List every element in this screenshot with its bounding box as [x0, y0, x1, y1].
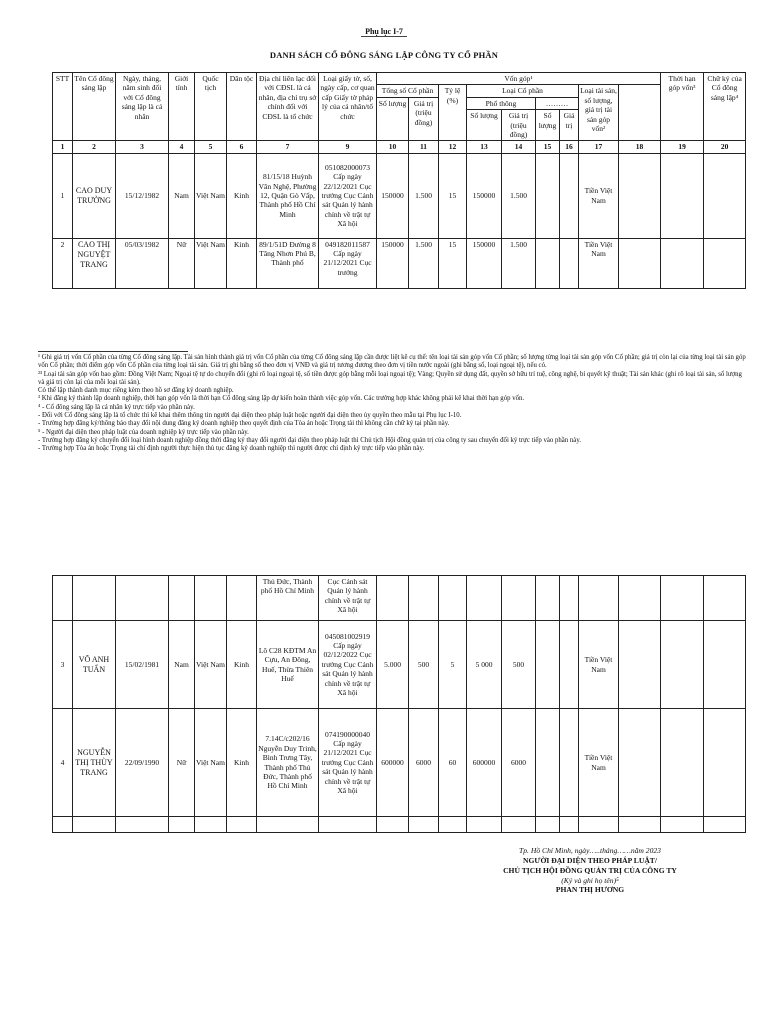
cell-dob: 15/02/1981 — [116, 621, 169, 709]
header-ratio: Tỷ lệ (%) — [439, 85, 467, 141]
cell-common-qty: 150000 — [467, 238, 502, 288]
header-capital: Vốn góp¹ — [377, 73, 661, 85]
table-row — [53, 238, 746, 288]
col-number: 3 — [116, 141, 169, 153]
footnote: ⁴ - Cổ đông sáng lập là cá nhân ký trực tiếp vào phần này. — [38, 403, 195, 411]
cell-dob — [116, 576, 169, 621]
header-asset-type: Loại tài sản, số lượng, giá trị tài sản góp vốn² — [579, 85, 619, 141]
cell-name — [73, 576, 116, 621]
cell-stt — [53, 576, 73, 621]
cell-signature — [661, 153, 704, 238]
cell-note — [704, 709, 746, 817]
header-name: Tên Cổ đông sáng lập — [73, 73, 116, 141]
cell-gender: Nữ — [169, 238, 195, 288]
header-share-types: Loại Cổ phần — [467, 85, 579, 97]
cell-id-doc: 051082000073 Cấp ngày 22/12/2021 Cục trưởng Cục Cảnh sát Quản lý hành chính về trật tự Xã hội — [319, 153, 377, 238]
signer-role-line-1: NGƯỜI ĐẠI DIỆN THEO PHÁP LUẬT/ — [523, 855, 657, 865]
cell-asset: Tiền Việt Nam — [579, 238, 619, 288]
cell-stt: 3 — [53, 621, 73, 709]
cell-asset: Tiền Việt Nam — [579, 621, 619, 709]
cell-empty — [467, 817, 502, 833]
footnote: - Trường hợp Tòa án hoặc Trọng tài chỉ định người thực hiện thủ tục đăng ký doanh nghiệp thì người được chỉ định ký trực tiếp vào phần này. — [38, 445, 425, 453]
cell-dob: 05/03/1982 — [116, 238, 169, 288]
cell-common-qty: 5 000 — [467, 621, 502, 709]
header-value: Giá trị (triệu đồng) — [409, 97, 439, 141]
cell-other-value — [560, 238, 579, 288]
table-row — [53, 153, 746, 238]
cell-signature — [661, 238, 704, 288]
shareholders-table — [52, 72, 746, 289]
cell-ethnicity: Kinh — [227, 621, 257, 709]
cell-signature — [661, 709, 704, 817]
col-number: 5 — [195, 141, 227, 153]
signer-role-line-2: CHỦ TỊCH HỘI ĐỒNG QUẢN TRỊ CỦA CÔNG TY — [503, 865, 677, 875]
col-number: 1 — [53, 141, 73, 153]
cell-empty — [536, 817, 560, 833]
cell-term — [619, 576, 661, 621]
cell-ratio: 60 — [439, 709, 467, 817]
cell-nationality: Việt Nam — [195, 153, 227, 238]
footnotes — [38, 351, 750, 453]
cell-asset: Tiền Việt Nam — [579, 153, 619, 238]
header-qty: Số lượng — [377, 97, 409, 141]
col-number: 18 — [619, 141, 661, 153]
col-number: 12 — [439, 141, 467, 153]
cell-empty — [53, 817, 73, 833]
header-other-qty: Số lượng — [536, 110, 560, 141]
footnote-divider — [38, 351, 188, 352]
cell-other-qty — [536, 709, 560, 817]
shareholders-table-continued — [52, 575, 746, 833]
cell-empty — [560, 817, 579, 833]
cell-stt: 2 — [53, 238, 73, 288]
signature-block — [455, 846, 725, 895]
cell-empty — [116, 817, 169, 833]
header-gender: Giới tính — [169, 73, 195, 141]
cell-common-qty: 600000 — [467, 709, 502, 817]
cell-other-qty — [536, 238, 560, 288]
cell-stt: 4 — [53, 709, 73, 817]
cell-common-value: 1.500 — [502, 238, 536, 288]
cell-address: 7.14C/c202/16 Nguyễn Duy Trinh, Bình Trưng Tây, Thành phố Thủ Đức, Thành phố Hồ Chí Minh — [257, 709, 319, 817]
cell-term — [619, 153, 661, 238]
cell-empty — [257, 817, 319, 833]
col-number: 2 — [73, 141, 116, 153]
cell-id-doc: 045081002919 Cấp ngày 02/12/2022 Cục trưởng Cục Cảnh sát Quản lý hành chính về trật tự Xã hội — [319, 621, 377, 709]
footnote: Có thể lập thành danh mục riêng kèm theo hồ sơ đăng ký doanh nghiệp. — [38, 387, 234, 395]
header-nationality: Quốc tịch — [195, 73, 227, 141]
cell-qty: 5.000 — [377, 621, 409, 709]
cell-value: 1.500 — [409, 153, 439, 238]
cell-note — [704, 576, 746, 621]
cell-ratio: 15 — [439, 238, 467, 288]
cell-ratio: 5 — [439, 621, 467, 709]
cell-value — [409, 576, 439, 621]
col-number: 14 — [502, 141, 536, 153]
col-number: 13 — [467, 141, 502, 153]
col-number: 6 — [227, 141, 257, 153]
cell-qty: 150000 — [377, 153, 409, 238]
cell-signature — [661, 621, 704, 709]
cell-empty — [409, 817, 439, 833]
footnote: ³ Khi đăng ký thành lập doanh nghiệp, thời hạn góp vốn là thời hạn Cổ đông sáng lập dự kiến hoàn thành việc góp vốn. Các trường hợp khác không phải kê khai thời hạn góp vốn. — [38, 395, 525, 403]
cell-other-value — [560, 153, 579, 238]
cell-empty — [619, 817, 661, 833]
header-other-value: Giá trị — [560, 110, 579, 141]
cell-value: 6000 — [409, 709, 439, 817]
col-number: 7 — [257, 141, 319, 153]
cell-value: 500 — [409, 621, 439, 709]
column-number-row — [53, 141, 746, 153]
cell-empty — [579, 817, 619, 833]
cell-name: CAO DUY TRƯỜNG — [73, 153, 116, 238]
col-number: 4 — [169, 141, 195, 153]
cell-empty — [377, 817, 409, 833]
cell-common-value: 6000 — [502, 709, 536, 817]
cell-common-value: 1.500 — [502, 153, 536, 238]
cell-empty — [169, 817, 195, 833]
header-total-shares: Tổng số Cổ phần — [377, 85, 439, 97]
cell-term — [619, 238, 661, 288]
col-number: 9 — [319, 141, 377, 153]
cell-nationality: Việt Nam — [195, 238, 227, 288]
cell-ethnicity: Kinh — [227, 709, 257, 817]
signer-name: PHAN THỊ HƯƠNG — [555, 885, 625, 895]
cell-ethnicity: Kinh — [227, 238, 257, 288]
col-number: 17 — [579, 141, 619, 153]
cell-name: VÕ ANH TUẤN — [73, 621, 116, 709]
cell-other-qty — [536, 621, 560, 709]
cell-qty — [377, 576, 409, 621]
cell-nationality: Việt Nam — [195, 621, 227, 709]
cell-qty: 600000 — [377, 709, 409, 817]
cell-dob: 22/09/1990 — [116, 709, 169, 817]
footnote: ⁵ - Người đại diện theo pháp luật của doanh nghiệp ký trực tiếp vào phần này. — [38, 428, 249, 436]
cell-id-doc: 074190000040 Cấp ngày 21/12/2021 Cục trưởng Cục Cảnh sát Quản lý hành chính về trật tự Xã hội — [319, 709, 377, 817]
col-number: 19 — [661, 141, 704, 153]
header-dob: Ngày, tháng, năm sinh đối với Cổ đông sáng lập là cá nhân — [116, 73, 169, 141]
cell-nationality — [195, 576, 227, 621]
cell-nationality: Việt Nam — [195, 709, 227, 817]
header-term: Thời hạn góp vốn³ — [661, 73, 704, 141]
sign-hint: (Ký và ghi họ tên)⁵ — [561, 875, 619, 885]
cell-common-value — [502, 576, 536, 621]
cell-empty — [439, 817, 467, 833]
cell-other-qty — [536, 576, 560, 621]
cell-other-value — [560, 576, 579, 621]
cell-empty — [227, 817, 257, 833]
cell-address: Thủ Đức, Thành phố Hồ Chí Minh — [257, 576, 319, 621]
table-row-empty — [53, 817, 746, 833]
cell-other-value — [560, 709, 579, 817]
cell-stt: 1 — [53, 153, 73, 238]
cell-note — [704, 238, 746, 288]
cell-value: 1.500 — [409, 238, 439, 288]
cell-id-doc: Cục Cảnh sát Quản lý hành chính về trật tự Xã hội — [319, 576, 377, 621]
cell-note — [704, 621, 746, 709]
cell-empty — [195, 817, 227, 833]
header-signature: Chữ ký của Cổ đông sáng lập⁴ — [704, 73, 746, 141]
col-number: 11 — [409, 141, 439, 153]
cell-common-value: 500 — [502, 621, 536, 709]
footnote: ²³ Loại tài sản góp vốn bao gồm: Đồng Việt Nam; Ngoại tệ tự do chuyển đổi (ghi rõ loại ngoại tệ, số tiền được góp bằng mỗi loại ngoại tệ); Vàng; Quyền sử dụng đất, quyền sở hữu trí tuệ, công nghệ, bí quyết kỹ thuật; Tài sản khác (ghi rõ loại tài sản, số lượng và giá trị còn lại của mỗi loại tài sản). — [38, 370, 742, 386]
cell-empty — [502, 817, 536, 833]
footnote: - Đối với Cổ đông sáng lập là tổ chức thì kê khai thêm thông tin người đại diện theo pháp luật hoặc người đại diện theo ủy quyền theo mẫu tại Phụ lục I-10. — [38, 411, 462, 419]
cell-asset: Tiền Việt Nam — [579, 709, 619, 817]
table-row — [53, 709, 746, 817]
cell-ratio — [439, 576, 467, 621]
table-row-continuation — [53, 576, 746, 621]
appendix-label: Phụ lục I-7 — [0, 27, 768, 36]
header-stt: STT — [53, 73, 73, 141]
cell-id-doc: 049182011587 Cấp ngày 21/12/2021 Cục trưởng — [319, 238, 377, 288]
col-number: 16 — [560, 141, 579, 153]
cell-name: CAO THỊ NGUYỆT TRANG — [73, 238, 116, 288]
header-id-doc: Loại giấy tờ, số, ngày cấp, cơ quan cấp Giấy tờ pháp lý của cá nhân/tổ chức — [319, 73, 377, 141]
header-row-1 — [53, 73, 746, 85]
cell-ratio: 15 — [439, 153, 467, 238]
cell-gender: Nữ — [169, 709, 195, 817]
cell-empty — [704, 817, 746, 833]
cell-empty — [661, 817, 704, 833]
header-ethnicity: Dân tộc — [227, 73, 257, 141]
cell-gender: Nam — [169, 621, 195, 709]
cell-other-value — [560, 621, 579, 709]
cell-note — [704, 153, 746, 238]
cell-qty: 150000 — [377, 238, 409, 288]
cell-gender: Nam — [169, 153, 195, 238]
cell-asset — [579, 576, 619, 621]
cell-term — [619, 709, 661, 817]
cell-common-qty — [467, 576, 502, 621]
cell-empty — [73, 817, 116, 833]
cell-address: 89/1/51D Đường 8 Tăng Nhơn Phú B, Thành phố — [257, 238, 319, 288]
cell-ethnicity — [227, 576, 257, 621]
col-number: 10 — [377, 141, 409, 153]
header-common-qty: Số lượng — [467, 110, 502, 141]
cell-address: 81/15/18 Huỳnh Văn Nghệ, Phường 12, Quận Gò Vấp, Thành phố Hồ Chí Minh — [257, 153, 319, 238]
table-row — [53, 621, 746, 709]
header-other: ……… — [536, 97, 579, 109]
cell-ethnicity: Kinh — [227, 153, 257, 238]
cell-empty — [319, 817, 377, 833]
cell-other-qty — [536, 153, 560, 238]
header-address: Địa chỉ liên lạc đối với CĐSL là cá nhân, địa chỉ trụ sở chính đối với CĐSL là tổ chức — [257, 73, 319, 141]
cell-signature — [661, 576, 704, 621]
cell-dob: 15/12/1982 — [116, 153, 169, 238]
cell-address: Lô C28 KĐTM An Cựu, An Đông, Huế, Thừa Thiên Huế — [257, 621, 319, 709]
cell-gender — [169, 576, 195, 621]
cell-term — [619, 621, 661, 709]
footnote: ¹ Ghi giá trị vốn Cổ phần của từng Cổ đông sáng lập. Tài sản hình thành giá trị vốn Cổ phần của từng Cổ đông sáng lập cần được liệt kê cụ thể: tên loại tài sản góp vốn Cổ phần; số lượng từng loại tài sản góp vốn Cổ phần; giá trị còn lại của từng loại tài sản góp vốn Cổ phần; thời điểm góp vốn Cổ phần của từng loại tài sản. Giá trị ghi bằng số theo đơn vị VNĐ và giá trị tương đương theo đơn vị tiền nước ngoài (ghi bằng số, loại ngoại tệ), nếu có. — [38, 354, 746, 370]
header-common: Phổ thông — [467, 97, 536, 109]
col-number: 15 — [536, 141, 560, 153]
footnote: - Trường hợp đăng ký/thông báo thay đổi nội dung đăng ký doanh nghiệp theo quyết định của Tòa án hoặc Trọng tài thì không cần chữ ký tại phần này. — [38, 420, 450, 428]
cell-name: NGUYỄN THỊ THÙY TRANG — [73, 709, 116, 817]
footnote: - Trường hợp đăng ký chuyển đổi loại hình doanh nghiệp đồng thời đăng ký thay đổi người đại diện theo pháp luật thì Chủ tịch Hội đồng quản trị của công ty sau chuyển đổi ký trực tiếp vào phần này. — [38, 436, 581, 444]
cell-common-qty: 150000 — [467, 153, 502, 238]
place-date: Tp. Hồ Chí Minh, ngày…..tháng……năm 2023 — [519, 846, 661, 855]
document-title: DANH SÁCH CỔ ĐÔNG SÁNG LẬP CÔNG TY CỔ PHẦN — [269, 50, 499, 60]
header-common-value: Giá trị (triệu đồng) — [502, 110, 536, 141]
col-number: 20 — [704, 141, 746, 153]
